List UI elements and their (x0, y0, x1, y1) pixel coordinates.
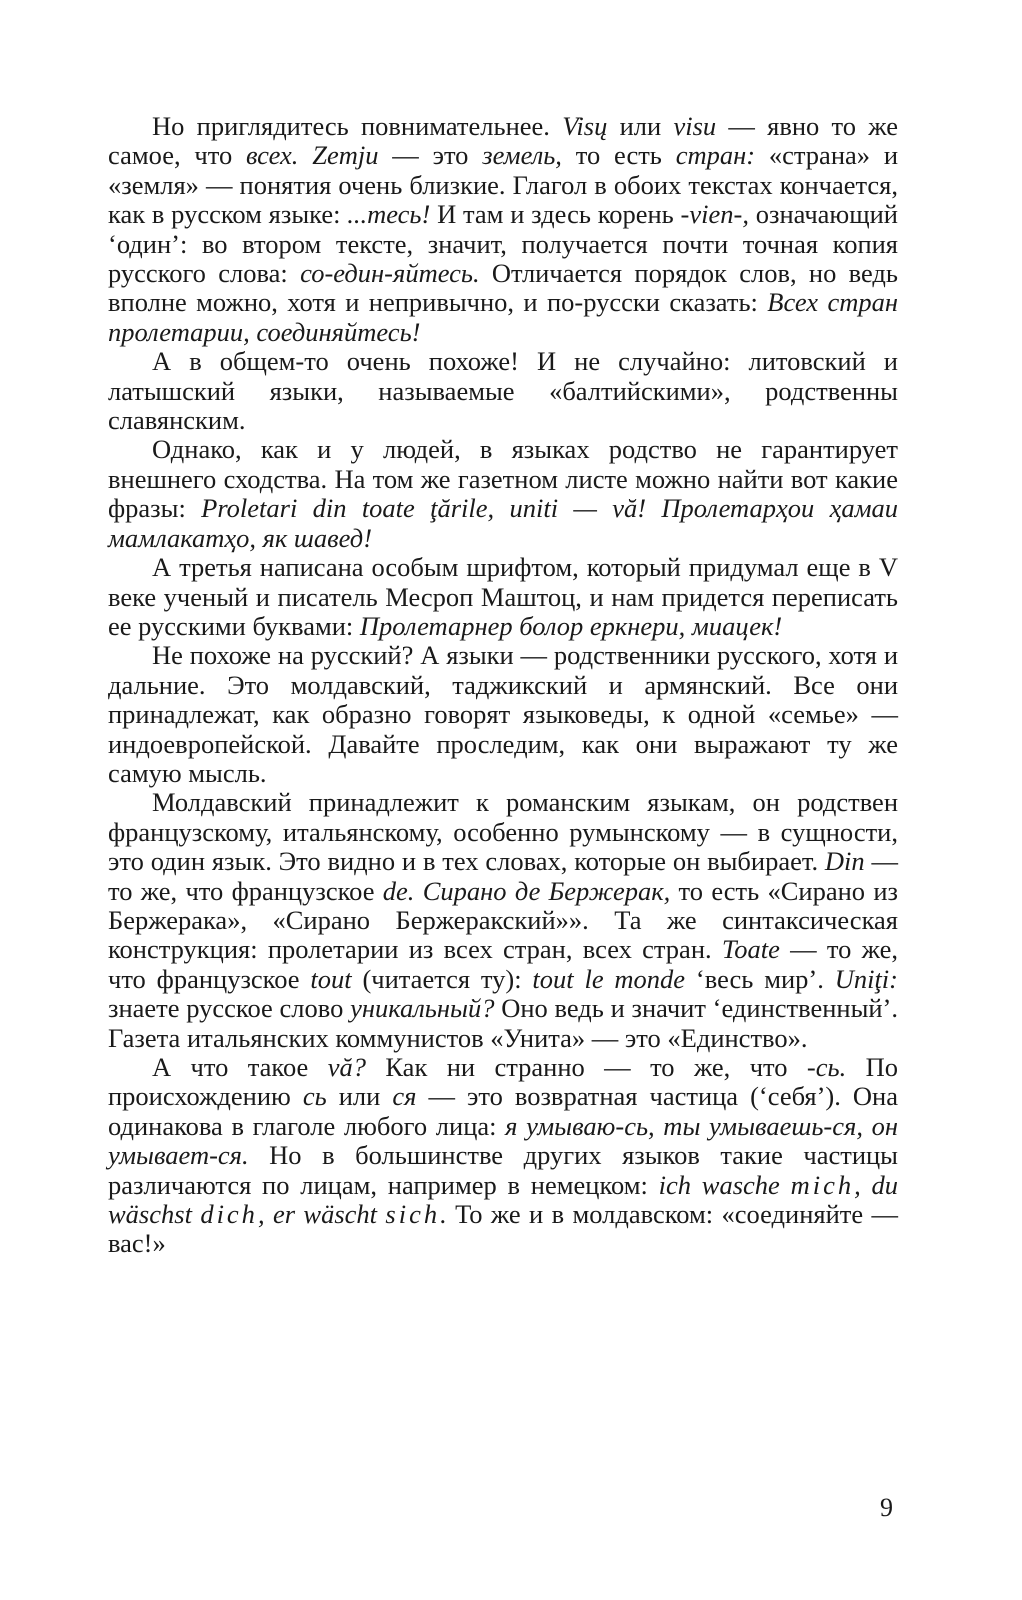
italic-run: vă? (327, 1052, 366, 1082)
paragraph-4: А третья написана особым шрифтом, который придумал еще в V веке ученый и писатель Месроп Маштоц, и нам придется переписать ее русскими буквами: Пролетарнер болор еркнери, миацек! (108, 552, 898, 641)
page-number: 9 (880, 1493, 893, 1522)
italic-run: Proletari din toate ţările, uniti — vă! Пролетарҳои ҳамаи мамлакатҳо, як шавед! (108, 493, 898, 553)
italic-run: de. Сирано де Бержерак, (382, 875, 671, 906)
italic-run: , er wäscht (257, 1199, 386, 1230)
paragraph-1: Но приглядитесь повнимательнее. Visų или visu — явно то же самое, что всех. Zemju — это земель, то есть стран: «страна» и «земля» — понятия очень близкие. Глагол в обоих текстах кончается, как в русском языке: ...тесь! И там и здесь корень -vien-, означающий ‘один’: во втором тексте, значит, получается почти точная копия русского слова: со-един-яйтесь. Отличается порядок слов, но ведь вполне можно, хотя и непривычно, и по-русски сказать: Всех стран пролетарии, соединяйтесь! (108, 111, 899, 347)
italic-run: sich (385, 1199, 441, 1230)
italic-run: ich wasche (658, 1169, 791, 1200)
italic-run: dich (200, 1199, 258, 1230)
paragraph-5: Не похоже на русский? А языки — родственники русского, хотя и дальние. Это молдавский, таджикский и армянский. Все они принадлежат, как образно говорят языковеды, к одной «семье» — индоевропейской. Давайте проследим, как они выражают ту же самую мысль. (108, 640, 898, 788)
italic-run: tout le monde (532, 963, 686, 994)
paragraph-6: Молдавский принадлежит к романским языкам, он родствен французскому, итальянскому, особенно румынскому — в сущности, это один язык. Это видно и в тех словах, которые он выбирает. Din — то же, что французское de. Сирано де Бержерак, то есть «Сирано из Бержерака», «Сирано Бержеракский»». Та же синтаксическая конструкция: пролетарии из всех стран, всех стран. Toate — то же, что французское tout (читается ту): tout le monde ‘весь мир’. Uniţi: знаете русское слово уникальный? Оно ведь и значит ‘единственный’. Газета итальянских коммунистов «Унита» — это «Единство». (108, 787, 899, 1053)
italic-run: -vien-, (680, 199, 749, 230)
italic-run: ся (392, 1081, 417, 1112)
italic-run: Всех стран пролетарии, соединяйтесь! (108, 287, 898, 347)
italic-run: ...тесь! (347, 199, 431, 230)
italic-run: , du wäschst (108, 1169, 899, 1230)
italic-run: Uniţi: (834, 963, 898, 994)
italic-run: со-един-яйтесь. (300, 258, 480, 289)
italic-run: Visų (562, 111, 608, 141)
italic-run: Пролетарнер болор еркнери, миацек! (359, 610, 783, 641)
italic-run: . (440, 1199, 447, 1230)
italic-run: земель, (482, 140, 562, 171)
italic-run: Zemju (312, 140, 379, 171)
paragraph-3: Однако, как и у людей, в языках родство не гарантирует внешнего сходства. На том же газетном листе можно найти вот какие фразы: Proletari din toate ţările, uniti — vă! Пролетарҳои ҳамаи мамлакатҳо, як шавед! (108, 434, 898, 553)
italic-run: всех. (246, 140, 299, 171)
italic-run: стран: (675, 140, 756, 171)
italic-run: -сь. (806, 1052, 847, 1082)
italic-run: я умываю-сь, ты умываешь-ся, он умывает-ся. (108, 1110, 899, 1171)
paragraph-2: А в общем-то очень похоже! И не случайно: литовский и латышский языки, называемые «балтийскими», родственны славянским. (108, 346, 898, 436)
paragraph-7: А что такое vă? Как ни странно — то же, что -сь. По происхождению сь или ся — это возвратная частица (‘себя’). Она одинакова в глаголе любого лица: я умываю-сь, ты умываешь-ся, он умывает-ся. Но в большинстве других языков такие частицы различаются по лицам, например в немецком: ich wasche mich, du wäschst dich, er wäscht sich. То же и в молдавском: «соединяйте — вас!» (108, 1052, 899, 1259)
italic-run: Din (824, 846, 865, 877)
italic-run: visu (673, 111, 717, 141)
page-body (108, 112, 898, 1259)
italic-run: tout (310, 963, 352, 994)
italic-run: Toate (721, 934, 780, 965)
italic-run: сь (302, 1081, 327, 1112)
italic-run: mich (790, 1169, 855, 1200)
italic-run: уникальный? (350, 993, 495, 1024)
